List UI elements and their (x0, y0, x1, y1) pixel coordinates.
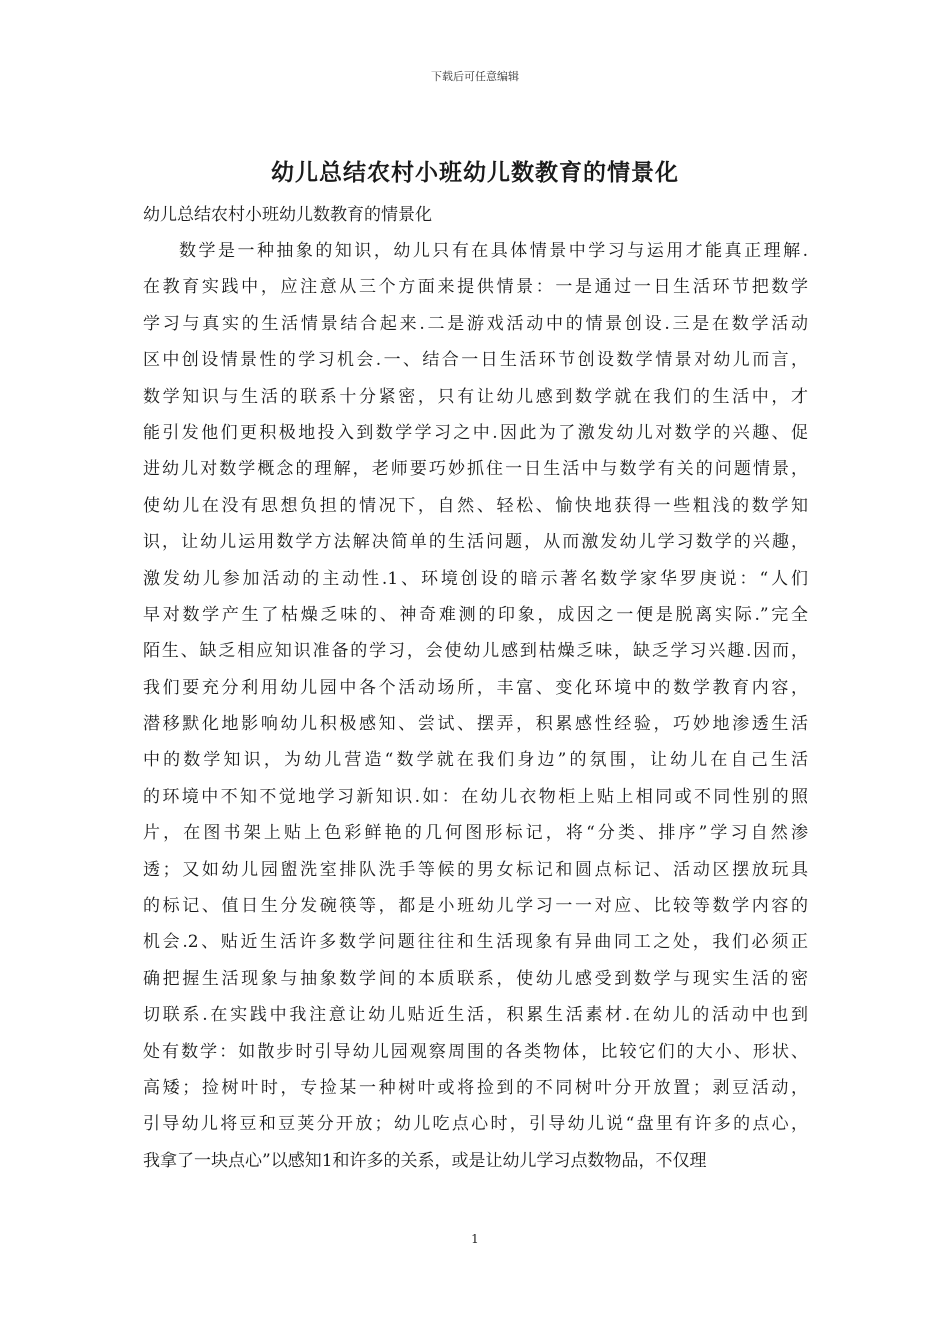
body-line: 进幼儿对数学概念的理解，老师要巧妙抓住一日生活中与数学有关的问题情景， (143, 459, 808, 480)
body-line: 激发幼儿参加活动的主动性.1、环境创设的暗示著名数学家华罗庚说：“人们 (143, 568, 808, 589)
body-line: 数学是一种抽象的知识，幼儿只有在具体情景中学习与运用才能真正理解. (179, 241, 808, 261)
body-line: 确把握生活现象与抽象数学间的本质联系，使幼儿感受到数学与现实生活的密 (143, 968, 808, 989)
body-line: 区中创设情景性的学习机会.一、结合一日生活环节创设数学情景对幼儿而言， (143, 350, 808, 371)
body-line: 我拿了一块点心”以感知1和许多的关系，或是让幼儿学习点数物品，不仅理 (143, 1150, 707, 1171)
body-line: 识，让幼儿运用数学方法解决简单的生活问题，从而激发幼儿学习数学的兴趣， (143, 532, 808, 553)
body-line: 早对数学产生了枯燥乏味的、神奇难测的印象，成因之一便是脱离实际.”完全 (143, 604, 808, 625)
body-line: 我们要充分利用幼儿园中各个活动场所，丰富、变化环境中的数学教育内容， (143, 677, 808, 698)
document-title: 幼儿总结农村小班幼儿数教育的情景化 (271, 160, 679, 186)
body-line: 在教育实践中，应注意从三个方面来提供情景：一是通过一日生活环节把数学 (143, 277, 808, 298)
body-line: 能引发他们更积极地投入到数学学习之中.因此为了激发幼儿对数学的兴趣、促 (143, 422, 808, 443)
body-line: 片，在图书架上贴上色彩鲜艳的几何图形标记，将“分类、排序”学习自然渗 (143, 823, 808, 844)
body-line: 学习与真实的生活情景结合起来.二是游戏活动中的情景创设.三是在数学活动 (143, 313, 808, 334)
body-line: 切联系.在实践中我注意让幼儿贴近生活，积累生活素材.在幼儿的活动中也到 (143, 1005, 808, 1026)
body-line: 处有数学：如散步时引导幼儿园观察周围的各类物体，比较它们的大小、形状、 (143, 1041, 808, 1062)
page-number: 1 (471, 1232, 479, 1246)
body-line: 的标记、值日生分发碗筷等，都是小班幼儿学习一一对应、比较等数学内容的 (143, 896, 808, 917)
body-line: 高矮；捡树叶时，专捡某一种树叶或将捡到的不同树叶分开放置；剥豆活动， (143, 1077, 808, 1098)
header-note: 下载后可任意编辑 (431, 70, 519, 83)
body-line: 引导幼儿将豆和豆荚分开放；幼儿吃点心时，引导幼儿说“盘里有许多的点心， (143, 1114, 808, 1135)
body-line: 透；又如幼儿园盥洗室排队洗手等候的男女标记和圆点标记、活动区摆放玩具 (143, 859, 808, 880)
body-line: 数学知识与生活的联系十分紧密，只有让幼儿感到数学就在我们的生活中，才 (143, 386, 808, 407)
body-line: 潜移默化地影响幼儿积极感知、尝试、摆弄，积累感性经验，巧妙地渗透生活 (143, 714, 808, 735)
body-line: 机会.2、贴近生活许多数学问题往往和生活现象有异曲同工之处，我们必须正 (143, 932, 808, 953)
body-line: 中的数学知识，为幼儿营造“数学就在我们身边”的氛围，让幼儿在自己生活 (143, 750, 808, 771)
body-line: 的环境中不知不觉地学习新知识.如：在幼儿衣物柜上贴上相同或不同性别的照 (143, 786, 808, 807)
body-line: 陌生、缺乏相应知识准备的学习，会使幼儿感到枯燥乏味，缺乏学习兴趣.因而， (143, 641, 808, 662)
body-line: 使幼儿在没有思想负担的情况下，自然、轻松、愉快地获得一些粗浅的数学知 (143, 495, 808, 516)
document-subtitle: 幼儿总结农村小班幼儿数教育的情景化 (143, 205, 432, 225)
body-text (143, 233, 808, 1179)
